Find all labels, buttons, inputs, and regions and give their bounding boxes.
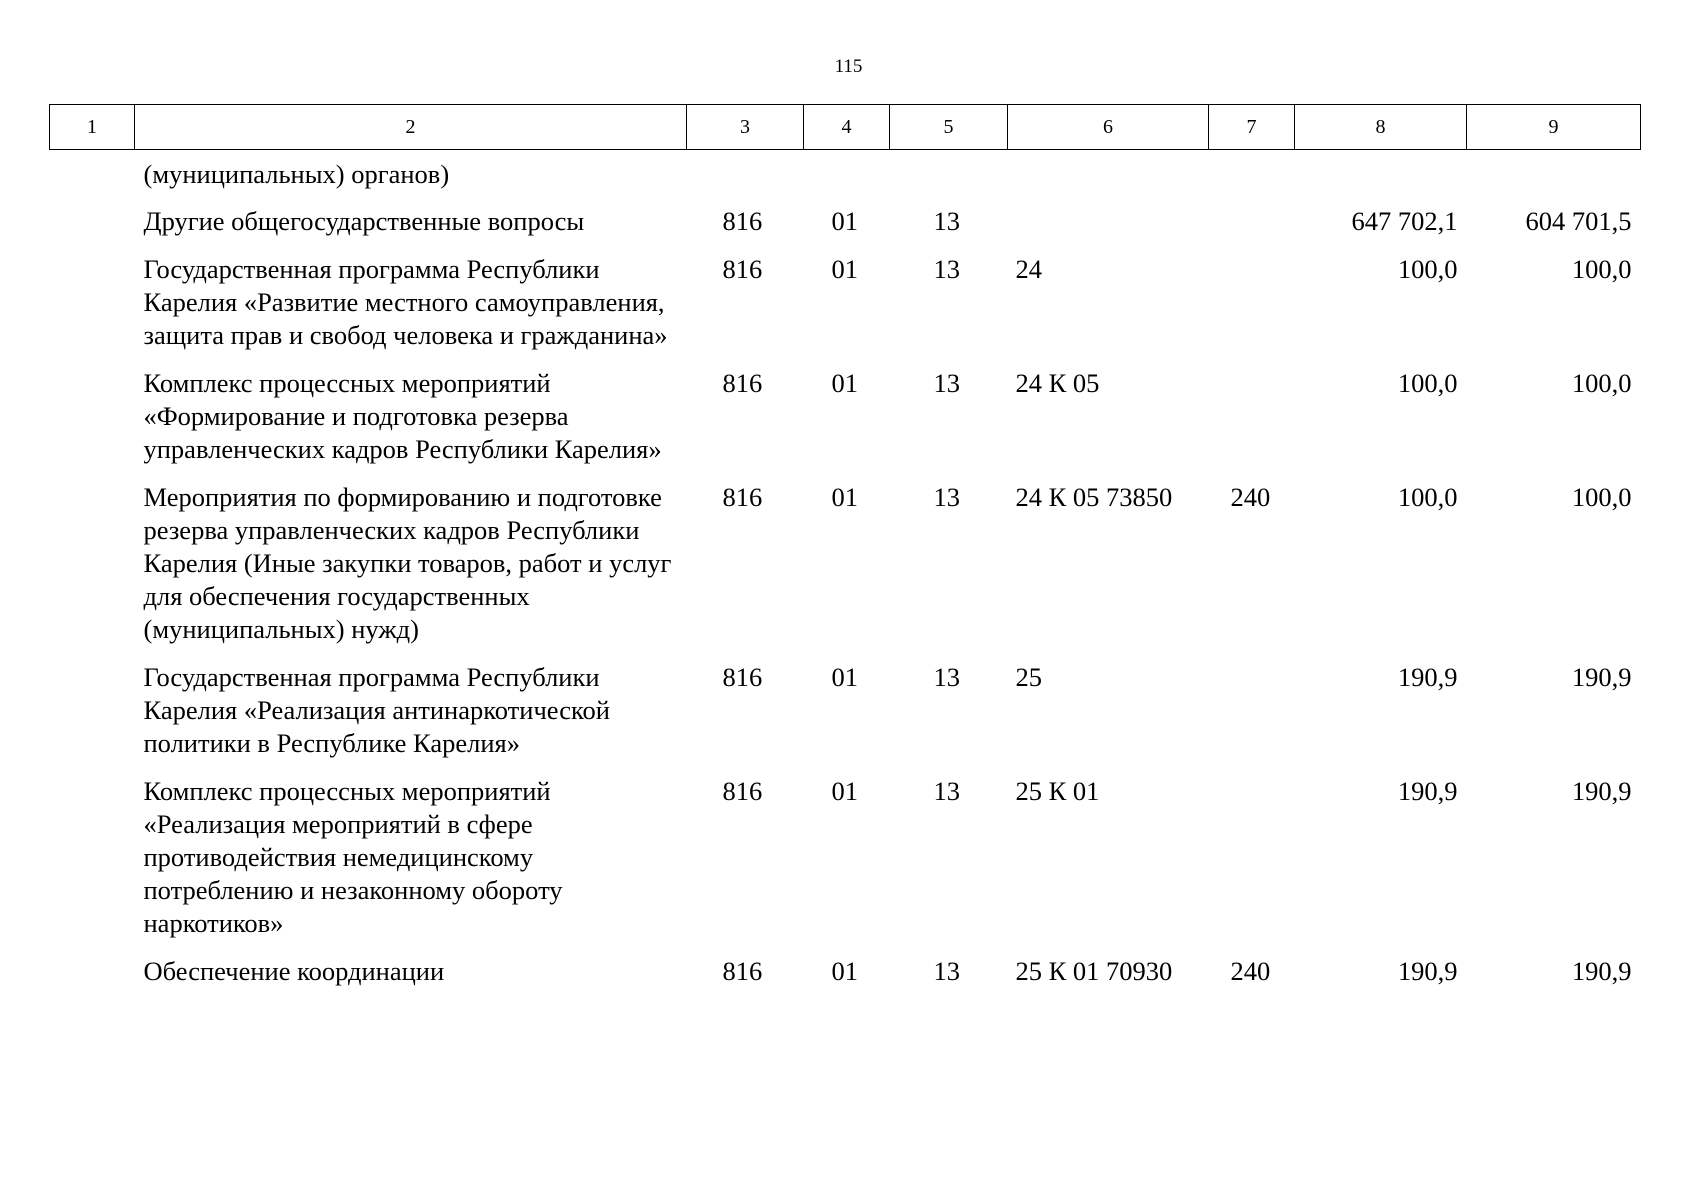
cell-col-5 <box>890 150 1008 206</box>
cell-col-4: 01 <box>831 482 858 512</box>
cell-col-4: 01 <box>831 254 858 284</box>
budget-table <box>49 104 1641 1003</box>
cell-col-3 <box>687 150 804 206</box>
cell-col-8: 100,0 <box>1397 482 1458 512</box>
header-col-6: 6 <box>1008 105 1209 150</box>
header-col-2: 2 <box>135 105 687 150</box>
cell-col-7 <box>1209 661 1295 775</box>
table-row <box>50 150 1641 206</box>
cell-col-1 <box>50 367 135 481</box>
cell-col-6 <box>1008 150 1209 206</box>
cell-col-9: 100,0 <box>1571 482 1632 512</box>
cell-col-8: 100,0 <box>1397 254 1458 284</box>
cell-item-name: Обеспечение координации <box>143 956 445 986</box>
cell-col-6 <box>1008 205 1209 253</box>
cell-col-4 <box>804 150 890 206</box>
cell-col-3: 816 <box>722 956 763 986</box>
cell-item-name: Комплекс процессных мероприятий «Формирование и подготовка резерва управленческих кадров Республики Карелия» <box>143 368 662 464</box>
cell-col-1 <box>50 481 135 661</box>
cell-col-3: 816 <box>722 776 763 806</box>
cell-col-1 <box>50 955 135 1003</box>
header-col-5: 5 <box>890 105 1008 150</box>
cell-col-9: 100,0 <box>1571 254 1632 284</box>
cell-col-5: 13 <box>933 368 960 398</box>
cell-item-name: Государственная программа Республики Карелия «Развитие местного самоуправления, защита прав и свобод человека и гражданина» <box>143 254 668 350</box>
cell-col-1 <box>50 150 135 206</box>
cell-col-8: 190,9 <box>1397 662 1458 692</box>
table-row <box>50 775 1641 955</box>
cell-col-4: 01 <box>831 662 858 692</box>
cell-col-8: 190,9 <box>1397 956 1458 986</box>
cell-col-5: 13 <box>933 482 960 512</box>
cell-col-4: 01 <box>831 956 858 986</box>
cell-col-5: 13 <box>933 662 960 692</box>
cell-col-6: 24 К 05 73850 <box>1015 482 1173 512</box>
cell-col-8: 190,9 <box>1397 776 1458 806</box>
cell-col-7: 240 <box>1230 482 1271 512</box>
cell-col-9: 100,0 <box>1571 368 1632 398</box>
page-number: 115 <box>834 56 863 77</box>
table-row <box>50 367 1641 481</box>
header-col-3: 3 <box>687 105 804 150</box>
cell-col-6: 25 <box>1015 662 1042 692</box>
cell-col-1 <box>50 775 135 955</box>
cell-col-7 <box>1209 205 1295 253</box>
cell-col-5: 13 <box>933 254 960 284</box>
cell-col-9 <box>1467 150 1641 206</box>
cell-col-5: 13 <box>933 206 960 236</box>
cell-col-9: 604 701,5 <box>1525 206 1632 236</box>
table-row <box>50 955 1641 1003</box>
cell-col-5: 13 <box>933 956 960 986</box>
cell-col-9: 190,9 <box>1571 956 1632 986</box>
cell-col-8 <box>1295 150 1467 206</box>
header-row <box>50 105 1641 150</box>
cell-col-9: 190,9 <box>1571 776 1632 806</box>
cell-item-name: Государственная программа Республики Карелия «Реализация антинаркотической политики в Республике Карелия» <box>143 662 610 758</box>
cell-col-8: 100,0 <box>1397 368 1458 398</box>
cell-col-8: 647 702,1 <box>1351 206 1458 236</box>
header-col-8: 8 <box>1295 105 1467 150</box>
cell-col-6: 24 К 05 <box>1015 368 1100 398</box>
table-row <box>50 205 1641 253</box>
table-row <box>50 253 1641 367</box>
cell-col-4: 01 <box>831 776 858 806</box>
cell-item-name: (муниципальных) органов) <box>143 159 450 189</box>
cell-col-9: 190,9 <box>1571 662 1632 692</box>
cell-col-3: 816 <box>722 254 763 284</box>
cell-col-1 <box>50 253 135 367</box>
cell-col-6: 24 <box>1015 254 1042 284</box>
cell-col-7 <box>1209 150 1295 206</box>
cell-col-7 <box>1209 253 1295 367</box>
cell-item-name: Комплекс процессных мероприятий «Реализация мероприятий в сфере противодействия немедицинскому потреблению и незаконному обороту наркотиков» <box>143 776 563 938</box>
cell-col-6: 25 К 01 70930 <box>1015 956 1173 986</box>
header-col-7: 7 <box>1209 105 1295 150</box>
cell-col-7 <box>1209 367 1295 481</box>
table-row <box>50 661 1641 775</box>
cell-col-4: 01 <box>831 368 858 398</box>
header-col-1: 1 <box>50 105 135 150</box>
cell-col-4: 01 <box>831 206 858 236</box>
header-col-4: 4 <box>804 105 890 150</box>
cell-col-7 <box>1209 775 1295 955</box>
cell-col-1 <box>50 205 135 253</box>
cell-col-7: 240 <box>1230 956 1271 986</box>
cell-col-3: 816 <box>722 368 763 398</box>
cell-col-1 <box>50 661 135 775</box>
cell-col-5: 13 <box>933 776 960 806</box>
table-header <box>50 105 1641 150</box>
cell-col-3: 816 <box>722 206 763 236</box>
cell-col-6: 25 К 01 <box>1015 776 1100 806</box>
cell-item-name: Мероприятия по формированию и подготовке резерва управленческих кадров Республики Карелия (Иные закупки товаров, работ и услуг для обеспечения государственных (муниципальных) нужд) <box>143 482 672 644</box>
table-row <box>50 481 1641 661</box>
table-body <box>50 150 1641 1004</box>
cell-col-3: 816 <box>722 662 763 692</box>
cell-item-name: Другие общегосударственные вопросы <box>143 206 585 236</box>
header-col-9: 9 <box>1467 105 1641 150</box>
cell-col-3: 816 <box>722 482 763 512</box>
